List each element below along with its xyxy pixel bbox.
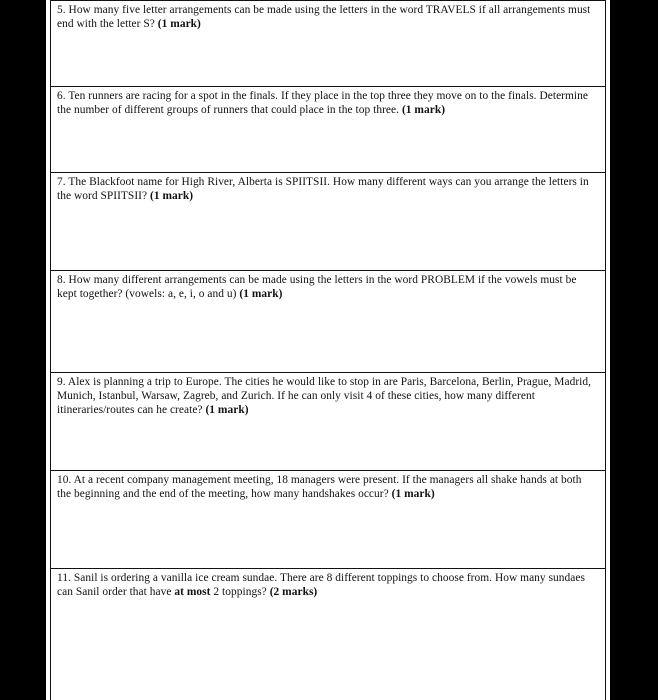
- question-9: [50, 372, 606, 470]
- question-8: [50, 270, 606, 372]
- question-10: [50, 470, 606, 568]
- question-11-marks: (2 marks): [269, 585, 318, 598]
- question-5-text: 5. How many five letter arrangements can be made using the letters in the word TRAVELS if all arrangements must end with the letter S?: [57, 4, 591, 30]
- question-11-text-after: 2 toppings?: [210, 585, 270, 598]
- question-11-emphasis: at most: [174, 585, 211, 598]
- question-5: [50, 0, 606, 88]
- question-9-text: 9. Alex is planning a trip to Europe. The cities he would like to stop in are Paris, Barcelona, Berlin, Prague, Madrid, Munich, Istanbul, Warsaw, Zagreb, and Zurich. If he can only visit 4 of these cities, how many different itineraries/routes can he create?: [57, 376, 592, 416]
- question-11-text: 11. Sanil is ordering a vanilla ice cream sundae. There are 8 different toppings to choose from. How many sundaes can Sanil order that have: [57, 572, 585, 598]
- question-6-marks: (1 mark): [401, 103, 446, 116]
- question-11: [50, 568, 606, 700]
- question-6-text: 6. Ten runners are racing for a spot in the finals. If they place in the top three they move on to the finals. Determine the number of different groups of runners that could place in the top three.: [57, 90, 589, 116]
- question-8-marks: (1 mark): [239, 287, 283, 300]
- question-8-text: 8. How many different arrangements can be made using the letters in the word PROBLEM if the vowels must be kept together? (vowels: a, e, i, o and u): [57, 274, 577, 300]
- question-7: [50, 172, 606, 270]
- question-7-marks: (1 mark): [150, 189, 194, 202]
- question-5-marks: (1 mark): [157, 17, 201, 30]
- question-10-marks: (1 mark): [391, 487, 435, 500]
- question-6: [50, 86, 606, 174]
- question-9-marks: (1 mark): [205, 403, 249, 416]
- question-7-text: 7. The Blackfoot name for High River, Alberta is SPIITSII. How many different ways can you arrange the letters in the word SPIITSII?: [57, 176, 589, 202]
- question-10-text: 10. At a recent company management meeting, 18 managers were present. If the managers all shake hands at both the beginning and the end of the meeting, how many handshakes occur?: [57, 474, 582, 500]
